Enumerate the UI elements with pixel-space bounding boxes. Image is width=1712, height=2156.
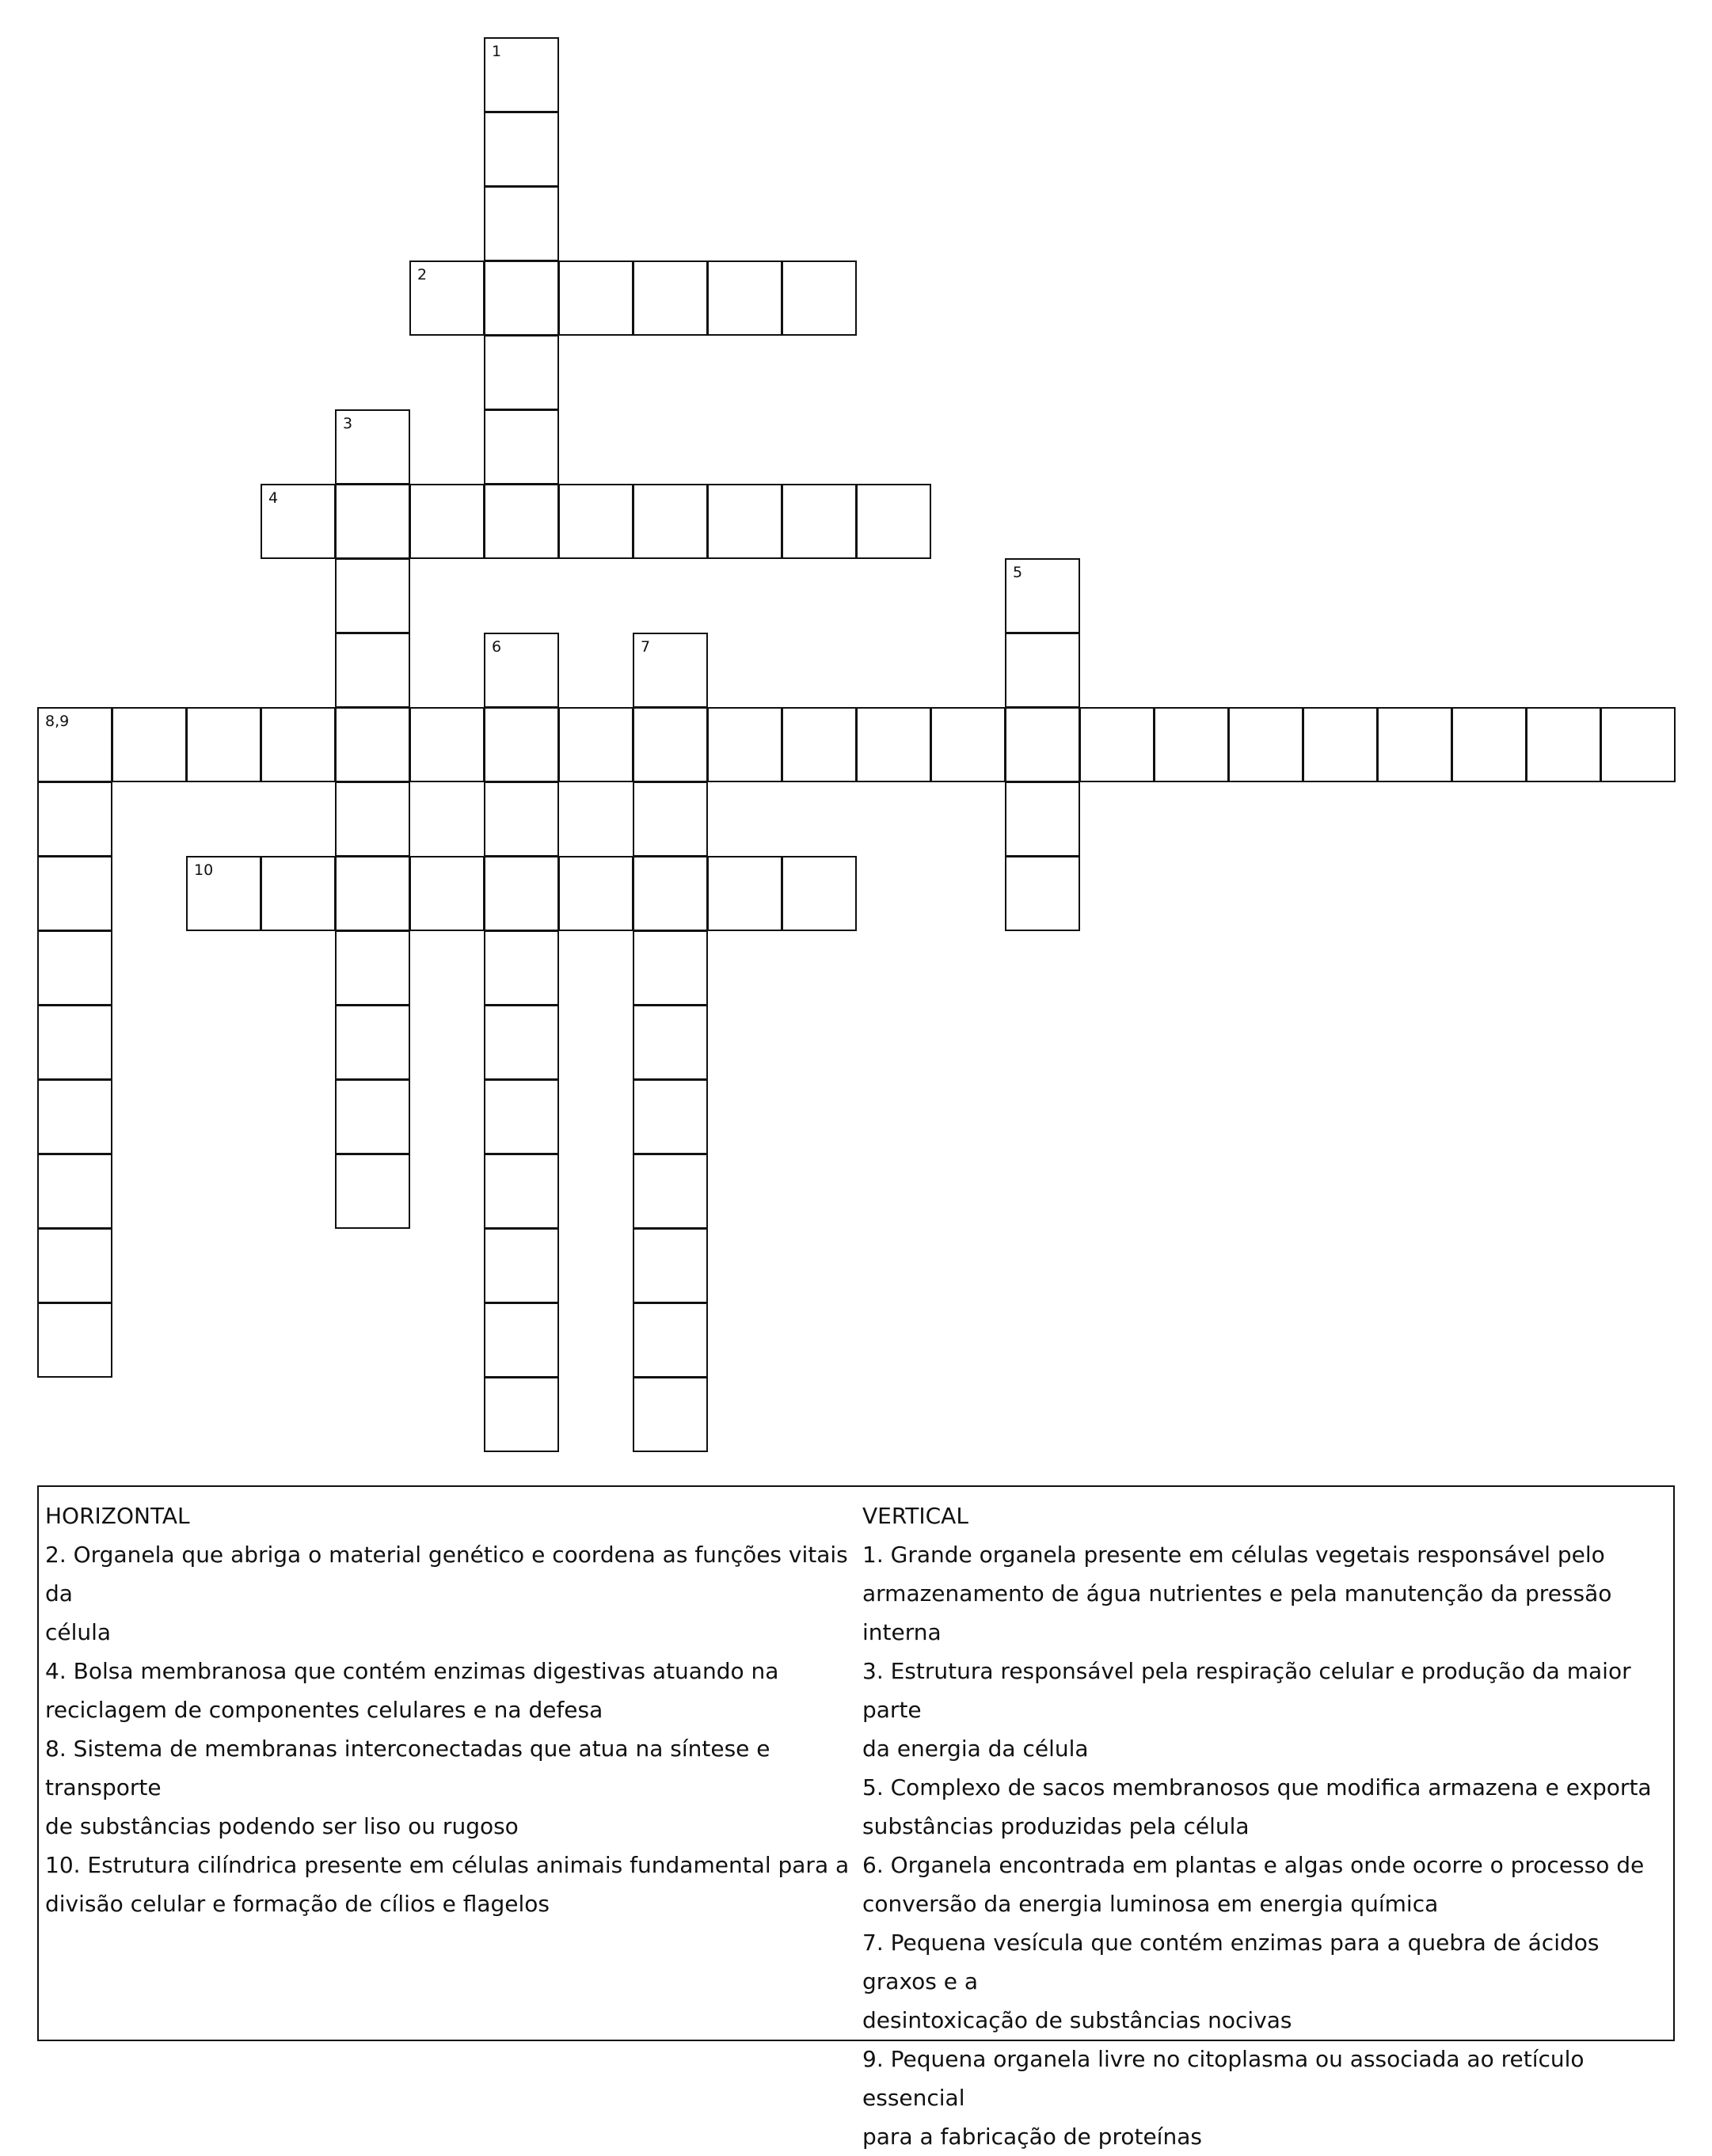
grid-cell[interactable] (335, 781, 410, 857)
clue-line: desintoxicação de substâncias nocivas (862, 2007, 1292, 2033)
grid-cell[interactable] (335, 633, 410, 708)
clue-line: da energia da célula (862, 1736, 1089, 1762)
clue-line: 3. Estrutura responsável pela respiração celular e produção da maior parte (862, 1658, 1631, 1723)
clue-line: 8. Sistema de membranas interconectadas que atua na síntese e transporte (45, 1736, 770, 1800)
grid-cell[interactable] (782, 707, 857, 782)
clue-line: 1. Grande organela presente em células vegetais responsável pelo (862, 1542, 1605, 1568)
grid-cell[interactable] (112, 707, 187, 782)
grid-cell[interactable] (782, 260, 857, 336)
grid-cell[interactable] (1526, 707, 1601, 782)
grid-cell[interactable] (1600, 707, 1676, 782)
grid-cell[interactable] (782, 484, 857, 559)
clues-box (37, 1485, 1675, 2150)
clue-number: 1 (492, 43, 502, 60)
crossword-grid (37, 37, 1675, 1451)
grid-cell[interactable] (782, 856, 857, 931)
grid-cell[interactable] (335, 707, 410, 782)
grid-cell[interactable] (37, 707, 112, 782)
grid-cell[interactable] (633, 1228, 708, 1303)
grid-cell[interactable] (335, 930, 410, 1006)
grid-cell[interactable] (484, 484, 559, 559)
vertical-title: VERTICAL (862, 1503, 968, 1529)
grid-cell[interactable] (484, 930, 559, 1006)
grid-cell[interactable] (558, 707, 633, 782)
grid-cell[interactable] (335, 1154, 410, 1229)
grid-cell[interactable] (484, 633, 559, 708)
grid-cell[interactable] (37, 1154, 112, 1229)
clue-line: 4. Bolsa membranosa que contém enzimas digestivas atuando na (45, 1658, 779, 1684)
clue-line: célula (45, 1619, 112, 1645)
grid-cell[interactable] (37, 930, 112, 1006)
clue-line: divisão celular e formação de cílios e flagelos (45, 1891, 550, 1917)
grid-cell[interactable] (558, 484, 633, 559)
grid-cell[interactable] (484, 1302, 559, 1378)
grid-cell[interactable] (633, 260, 708, 336)
grid-cell[interactable] (335, 484, 410, 559)
grid-cell[interactable] (37, 1228, 112, 1303)
vertical-clues (862, 1496, 1672, 2156)
grid-cell[interactable] (409, 484, 485, 559)
grid-cell[interactable] (484, 1154, 559, 1229)
grid-cell[interactable] (1154, 707, 1229, 782)
grid-cell[interactable] (633, 1302, 708, 1378)
grid-cell[interactable] (633, 930, 708, 1006)
grid-cell[interactable] (484, 1377, 559, 1452)
grid-cell[interactable] (1005, 781, 1080, 857)
grid-cell[interactable] (633, 1079, 708, 1154)
grid-cell[interactable] (484, 707, 559, 782)
grid-cell[interactable] (484, 37, 559, 112)
clue-line: de substâncias podendo ser liso ou rugoso (45, 1813, 519, 1839)
clue-line: 10. Estrutura cilíndrica presente em células animais fundamental para a (45, 1852, 850, 1878)
grid-cell[interactable] (558, 856, 633, 931)
grid-cell[interactable] (261, 484, 336, 559)
grid-cell[interactable] (186, 856, 261, 931)
grid-cell[interactable] (335, 856, 410, 931)
grid-cell[interactable] (633, 781, 708, 857)
clue-number: 4 (268, 489, 279, 507)
grid-cell[interactable] (484, 1005, 559, 1080)
clue-number: 3 (343, 415, 353, 432)
grid-cell[interactable] (707, 707, 782, 782)
grid-cell[interactable] (335, 558, 410, 633)
clue-line: armazenamento de água nutrientes e pela manutenção da pressão interna (862, 1580, 1612, 1645)
grid-cell[interactable] (856, 484, 931, 559)
grid-cell[interactable] (633, 633, 708, 708)
grid-cell[interactable] (37, 781, 112, 857)
clue-line: 6. Organela encontrada em plantas e algas onde ocorre o processo de (862, 1852, 1645, 1878)
grid-cell[interactable] (707, 260, 782, 336)
grid-cell[interactable] (1451, 707, 1527, 782)
grid-cell[interactable] (409, 707, 485, 782)
clue-number: 10 (194, 861, 214, 879)
grid-cell[interactable] (1303, 707, 1378, 782)
grid-cell[interactable] (1079, 707, 1155, 782)
grid-cell[interactable] (409, 260, 485, 336)
grid-cell[interactable] (484, 112, 559, 187)
grid-cell[interactable] (484, 260, 559, 336)
grid-cell[interactable] (633, 856, 708, 931)
grid-cell[interactable] (335, 1005, 410, 1080)
grid-cell[interactable] (707, 856, 782, 931)
clue-number: 5 (1013, 564, 1023, 581)
grid-cell[interactable] (1005, 558, 1080, 633)
grid-cell[interactable] (261, 856, 336, 931)
clue-line: substâncias produzidas pela célula (862, 1813, 1250, 1839)
horizontal-clues (45, 1496, 853, 1923)
clue-number: 7 (641, 638, 651, 656)
clue-line: 9. Pequena organela livre no citoplasma ou associada ao retículo essencial (862, 2046, 1585, 2111)
grid-cell[interactable] (633, 1377, 708, 1452)
grid-cell[interactable] (484, 1079, 559, 1154)
clue-line: 5. Complexo de sacos membranosos que modifica armazena e exporta (862, 1774, 1652, 1800)
grid-cell[interactable] (37, 1079, 112, 1154)
clue-line: conversão da energia luminosa em energia química (862, 1891, 1439, 1917)
grid-cell[interactable] (37, 856, 112, 931)
grid-cell[interactable] (1377, 707, 1452, 782)
grid-cell[interactable] (930, 707, 1006, 782)
horizontal-title: HORIZONTAL (45, 1503, 190, 1529)
grid-cell[interactable] (409, 856, 485, 931)
clue-number: 2 (417, 266, 428, 283)
grid-cell[interactable] (484, 856, 559, 931)
grid-cell[interactable] (633, 1005, 708, 1080)
grid-cell[interactable] (1228, 707, 1303, 782)
grid-cell[interactable] (37, 1005, 112, 1080)
grid-cell[interactable] (633, 1154, 708, 1229)
grid-cell[interactable] (484, 186, 559, 261)
clue-line: para a fabricação de proteínas (862, 2124, 1202, 2150)
grid-cell[interactable] (856, 707, 931, 782)
grid-cell[interactable] (484, 409, 559, 485)
grid-cell[interactable] (484, 335, 559, 410)
grid-cell[interactable] (261, 707, 336, 782)
clue-number: 8,9 (45, 713, 70, 730)
grid-cell[interactable] (335, 409, 410, 485)
grid-cell[interactable] (633, 484, 708, 559)
grid-cell[interactable] (1005, 856, 1080, 931)
grid-cell[interactable] (37, 1302, 112, 1378)
clue-line: 7. Pequena vesícula que contém enzimas para a quebra de ácidos graxos e a (862, 1930, 1600, 1994)
grid-cell[interactable] (484, 1228, 559, 1303)
grid-cell[interactable] (186, 707, 261, 782)
grid-cell[interactable] (633, 707, 708, 782)
grid-cell[interactable] (707, 484, 782, 559)
grid-cell[interactable] (335, 1079, 410, 1154)
grid-cell[interactable] (1005, 633, 1080, 708)
grid-cell[interactable] (558, 260, 633, 336)
grid-cell[interactable] (1005, 707, 1080, 782)
clue-line: reciclagem de componentes celulares e na defesa (45, 1697, 603, 1723)
clue-line: 2. Organela que abriga o material genético e coordena as funções vitais da (45, 1542, 848, 1607)
grid-cell[interactable] (484, 781, 559, 857)
clue-number: 6 (492, 638, 502, 656)
